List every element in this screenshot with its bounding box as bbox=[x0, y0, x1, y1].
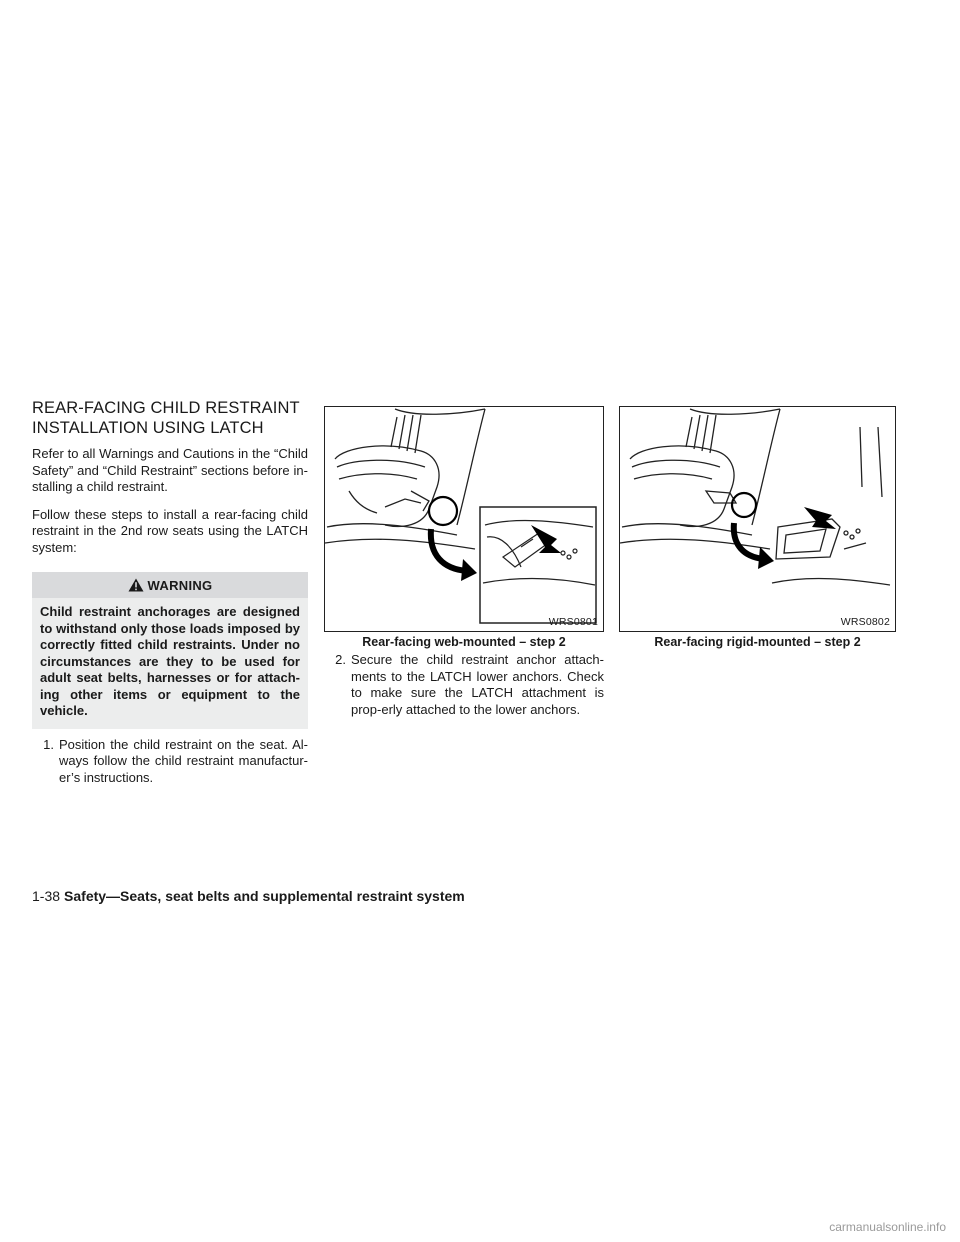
figure-caption: Rear-facing rigid-mounted – step 2 bbox=[654, 635, 861, 649]
page-number: 1-38 bbox=[32, 888, 61, 904]
step-number: 1. bbox=[43, 736, 54, 752]
child-seat-rigid-mounted-illustration bbox=[620, 407, 895, 631]
middle-column bbox=[324, 406, 604, 718]
step-item bbox=[324, 652, 604, 718]
right-column bbox=[619, 406, 896, 650]
figure-code: WRS0801 bbox=[548, 616, 598, 628]
section-title-line2: INSTALLATION USING LATCH bbox=[32, 419, 264, 437]
page-footer bbox=[32, 888, 465, 904]
section-title-line1: REAR-FACING CHILD RESTRAINT bbox=[32, 399, 300, 417]
step-number: 2. bbox=[335, 652, 346, 667]
child-seat-web-mounted-illustration bbox=[325, 407, 603, 631]
figure-caption: Rear-facing web-mounted – step 2 bbox=[362, 635, 566, 649]
warning-triangle-icon bbox=[128, 578, 144, 592]
figure-code: WRS0802 bbox=[840, 616, 890, 628]
chapter-title: Safety—Seats, seat belts and supplemental restraint system bbox=[64, 888, 465, 904]
section-title bbox=[32, 398, 308, 438]
steps-intro-paragraph: Follow these steps to install a rear-facing child restraint in the 2nd row seats using the LATCH system: bbox=[32, 506, 308, 555]
left-column bbox=[32, 398, 308, 786]
figure-web-mounted bbox=[324, 406, 604, 632]
step-text: Position the child restraint on the seat. Al-ways follow the child restraint manufactur-er’s instructions. bbox=[59, 736, 308, 785]
step-item bbox=[32, 737, 308, 787]
warning-header bbox=[32, 572, 308, 598]
warning-text: Child restraint anchorages are designed to withstand only those loads imposed by correctly fitted child restraints. Under no circumstances are they to be used for adult seat belts, harnesses or for attach-ing other items or equipment to the vehicle. bbox=[32, 598, 308, 729]
intro-paragraph: Refer to all Warnings and Cautions in the “Child Safety” and “Child Restraint” sections before in-stalling a child restraint. bbox=[32, 446, 308, 494]
warning-box bbox=[32, 572, 308, 729]
figure-rigid-mounted bbox=[619, 406, 896, 632]
watermark-text: carmanualsonline.info bbox=[829, 1220, 946, 1234]
step-text: Secure the child restraint anchor attach-ments to the LATCH lower anchors. Check to make sure the LATCH attachment is prop-erly attached to the lower anchors. bbox=[351, 652, 604, 717]
warning-title: WARNING bbox=[147, 577, 213, 593]
